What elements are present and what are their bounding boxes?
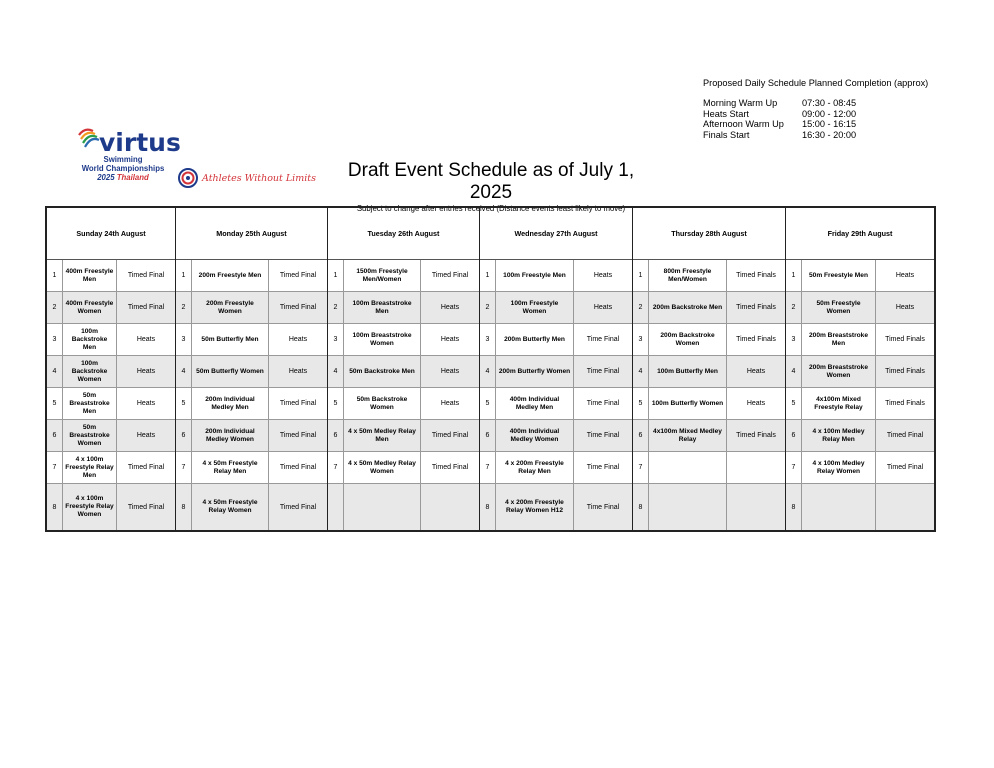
event-number: 3 [480, 324, 496, 355]
event-type: Timed Final [279, 432, 317, 439]
event-name: 50m Butterfly Men [192, 324, 269, 355]
event-name: 4 x 50m Medley Relay Women [344, 452, 421, 483]
table-row [633, 484, 785, 530]
day-column-monday [176, 208, 328, 530]
event-type: Timed Finals [736, 432, 776, 439]
logo-year-line [68, 173, 178, 182]
event-name: 4 x 100m Freestyle Relay Men [63, 452, 117, 483]
table-row [328, 420, 479, 452]
event-name: 200m Backstroke Women [649, 324, 727, 355]
plan-row [703, 119, 856, 129]
table-row [480, 324, 632, 356]
event-name: 200m Breaststroke Men [802, 324, 876, 355]
event-name: 100m Backstroke Men [63, 324, 117, 355]
event-type: Time Final [586, 368, 620, 375]
event-type: Heats [440, 304, 460, 311]
event-number: 8 [786, 484, 802, 530]
table-row [633, 356, 785, 388]
event-type: Time Final [586, 432, 620, 439]
logo-year: 2025 [97, 173, 115, 182]
event-number: 1 [176, 260, 192, 291]
event-name: 200m Individual Medley Women [192, 420, 269, 451]
event-name: 50m Backstroke Men [344, 356, 421, 387]
table-row [176, 484, 327, 530]
table-row [786, 484, 934, 530]
event-type: Heats [440, 368, 460, 375]
event-type [727, 484, 785, 530]
event-name: 4 x 50m Freestyle Relay Women [192, 484, 269, 530]
event-type: Timed Final [431, 272, 469, 279]
event-name: 50m Backstroke Women [344, 388, 421, 419]
table-row [47, 388, 175, 420]
event-number: 4 [633, 356, 649, 387]
table-row [480, 484, 632, 530]
event-number: 3 [47, 324, 63, 355]
event-type: Timed Final [127, 304, 165, 311]
event-number: 3 [633, 324, 649, 355]
event-number: 6 [176, 420, 192, 451]
table-row [786, 388, 934, 420]
event-type: Heats [895, 272, 915, 279]
table-row [786, 260, 934, 292]
plan-time: 16:30 - 20:00 [802, 129, 857, 140]
day-header: Sunday 24th August [47, 208, 175, 260]
event-number: 4 [786, 356, 802, 387]
event-number: 2 [176, 292, 192, 323]
plan-label: Morning Warm Up [703, 98, 778, 109]
event-type: Timed Final [127, 464, 165, 471]
event-number: 1 [633, 260, 649, 291]
event-name: 400m Freestyle Men [63, 260, 117, 291]
event-number: 5 [786, 388, 802, 419]
table-row [176, 388, 327, 420]
event-number: 4 [176, 356, 192, 387]
logo-country: Thailand [116, 173, 149, 182]
event-name: 4x100m Mixed Freestyle Relay [802, 388, 876, 419]
event-type: Time Final [586, 464, 620, 471]
event-number: 5 [633, 388, 649, 419]
event-number: 7 [328, 452, 344, 483]
plan-row [703, 98, 856, 108]
event-name: 50m Freestyle Men [802, 260, 876, 291]
table-row [786, 420, 934, 452]
table-row [480, 356, 632, 388]
table-row [328, 452, 479, 484]
event-name: 400m Individual Medley Men [496, 388, 574, 419]
plan-label: Finals Start [703, 129, 750, 140]
event-number: 8 [47, 484, 63, 530]
event-name: 4 x 100m Medley Relay Women [802, 452, 876, 483]
plan-row [703, 130, 856, 140]
event-name: 200m Butterfly Women [496, 356, 574, 387]
plan-time: 07:30 - 08:45 [802, 98, 857, 109]
plan-label: Heats Start [703, 108, 749, 119]
event-name: 50m Breaststroke Women [63, 420, 117, 451]
table-row [633, 324, 785, 356]
day-header: Friday 29th August [786, 208, 934, 260]
event-number: 5 [47, 388, 63, 419]
event-type: Heats [440, 336, 460, 343]
event-number: 2 [480, 292, 496, 323]
event-type: Timed Final [886, 432, 924, 439]
event-number: 2 [786, 292, 802, 323]
event-number: 7 [480, 452, 496, 483]
day-column-tuesday [328, 208, 480, 530]
table-row [633, 452, 785, 484]
event-number: 6 [786, 420, 802, 451]
event-type: Heats [136, 432, 156, 439]
event-type: Heats [136, 400, 156, 407]
event-type: Timed Finals [885, 336, 925, 343]
table-row [786, 452, 934, 484]
event-number: 5 [176, 388, 192, 419]
event-name: 200m Breaststroke Women [802, 356, 876, 387]
event-name: 1500m Freestyle Men/Women [344, 260, 421, 291]
event-type: Timed Final [279, 400, 317, 407]
event-name: 4 x 100m Medley Relay Men [802, 420, 876, 451]
event-name: 50m Butterfly Women [192, 356, 269, 387]
awl-text: Athletes Without Limits [202, 172, 316, 184]
event-type: Heats [895, 304, 915, 311]
day-column-wednesday [480, 208, 633, 530]
event-type: Heats [288, 336, 308, 343]
table-row [480, 292, 632, 324]
table-row [328, 484, 479, 530]
plan-time: 09:00 - 12:00 [802, 108, 857, 119]
event-number: 4 [47, 356, 63, 387]
event-number: 2 [47, 292, 63, 323]
virtus-logo [68, 125, 181, 182]
plan-label: Afternoon Warm Up [703, 119, 784, 130]
event-number: 3 [176, 324, 192, 355]
event-type: Timed Finals [736, 304, 776, 311]
table-row [328, 260, 479, 292]
event-type: Time Final [586, 400, 620, 407]
event-type [876, 484, 934, 530]
event-type: Timed Finals [736, 336, 776, 343]
event-number: 1 [786, 260, 802, 291]
event-number: 6 [633, 420, 649, 451]
event-name: 400m Freestyle Women [63, 292, 117, 323]
table-row [633, 420, 785, 452]
day-header: Wednesday 27th August [480, 208, 632, 260]
table-row [480, 452, 632, 484]
athletes-without-limits-logo [178, 168, 316, 188]
table-row [480, 388, 632, 420]
event-type: Timed Final [886, 464, 924, 471]
event-name: 100m Butterfly Women [649, 388, 727, 419]
event-name: 50m Freestyle Women [802, 292, 876, 323]
event-name: 4 x 100m Freestyle Relay Women [63, 484, 117, 530]
table-row [328, 292, 479, 324]
event-number: 3 [786, 324, 802, 355]
table-row [47, 260, 175, 292]
schedule-table [45, 206, 936, 532]
table-row [176, 292, 327, 324]
event-type: Timed Finals [736, 272, 776, 279]
page-subtitle: Subject to change after entries received (Distance events least likely to move) [356, 204, 626, 213]
event-number: 6 [480, 420, 496, 451]
virtus-wordmark-icon [77, 125, 181, 157]
event-number: 8 [480, 484, 496, 530]
table-row [328, 324, 479, 356]
event-type: Timed Final [431, 432, 469, 439]
event-name: 4 x 50m Medley Relay Men [344, 420, 421, 451]
logo-line-1: Swimming [103, 155, 143, 164]
planned-completion [703, 78, 928, 140]
event-type: Timed Final [279, 272, 317, 279]
event-name: 100m Freestyle Women [496, 292, 574, 323]
event-name: 100m Butterfly Men [649, 356, 727, 387]
event-type: Heats [746, 400, 766, 407]
event-number [328, 484, 344, 530]
event-type: Heats [440, 400, 460, 407]
table-row [47, 420, 175, 452]
event-type: Heats [136, 336, 156, 343]
event-type: Heats [746, 368, 766, 375]
day-column-friday [786, 208, 934, 530]
event-name: 200m Freestyle Women [192, 292, 269, 323]
awl-emblem-icon [178, 168, 198, 188]
event-number: 7 [47, 452, 63, 483]
event-name [649, 484, 727, 530]
event-name: 100m Breaststroke Men [344, 292, 421, 323]
table-row [480, 420, 632, 452]
event-number: 5 [328, 388, 344, 419]
logo-line-2: World Championships [81, 164, 165, 173]
event-number: 1 [47, 260, 63, 291]
event-name: 4 x 50m Freestyle Relay Men [192, 452, 269, 483]
day-header: Thursday 28th August [633, 208, 785, 260]
event-type: Timed Finals [885, 400, 925, 407]
table-row [176, 420, 327, 452]
event-name: 4x100m Mixed Medley Relay [649, 420, 727, 451]
event-number: 7 [786, 452, 802, 483]
event-number: 2 [328, 292, 344, 323]
event-type: Timed Final [279, 464, 317, 471]
table-row [176, 356, 327, 388]
table-row [480, 260, 632, 292]
event-name: 200m Individual Medley Men [192, 388, 269, 419]
event-number: 4 [480, 356, 496, 387]
table-row [176, 260, 327, 292]
event-type: Time Final [586, 336, 620, 343]
table-row [176, 324, 327, 356]
event-name: 200m Backstroke Men [649, 292, 727, 323]
table-row [47, 356, 175, 388]
table-row [47, 484, 175, 530]
table-row [47, 452, 175, 484]
day-header: Monday 25th August [176, 208, 327, 260]
plan-row [703, 109, 856, 119]
event-type: Timed Final [279, 503, 317, 511]
event-name: 100m Breaststroke Women [344, 324, 421, 355]
page-title: Draft Event Schedule as of July 1, 2025 [347, 160, 635, 203]
day-column-sunday [47, 208, 176, 530]
event-name [649, 452, 727, 483]
plan-time: 15:00 - 16:15 [802, 119, 857, 130]
event-name: 200m Butterfly Men [496, 324, 574, 355]
table-row [633, 260, 785, 292]
table-row [47, 292, 175, 324]
event-number: 5 [480, 388, 496, 419]
table-row [176, 452, 327, 484]
event-name: 4 x 200m Freestyle Relay Men [496, 452, 574, 483]
day-column-thursday [633, 208, 786, 530]
event-name: 200m Freestyle Men [192, 260, 269, 291]
event-name: 800m Freestyle Men/Women [649, 260, 727, 291]
event-type: Heats [593, 272, 613, 279]
table-row [328, 388, 479, 420]
event-type: Timed Final [127, 503, 165, 511]
event-name: 100m Freestyle Men [496, 260, 574, 291]
table-row [47, 324, 175, 356]
event-name [802, 484, 876, 530]
event-name [344, 484, 421, 530]
event-type: Timed Final [431, 464, 469, 471]
event-type: Heats [288, 368, 308, 375]
table-row [786, 356, 934, 388]
table-row [633, 388, 785, 420]
event-name: 50m Breaststroke Men [63, 388, 117, 419]
event-number: 1 [480, 260, 496, 291]
table-row [786, 292, 934, 324]
event-type: Heats [136, 368, 156, 375]
event-name: 400m Individual Medley Women [496, 420, 574, 451]
event-number: 2 [633, 292, 649, 323]
event-type: Timed Final [279, 304, 317, 311]
event-number: 7 [633, 452, 649, 483]
event-type: Timed Final [127, 272, 165, 279]
event-type [421, 484, 479, 530]
event-number: 6 [328, 420, 344, 451]
event-number: 4 [328, 356, 344, 387]
event-number: 7 [176, 452, 192, 483]
event-number: 3 [328, 324, 344, 355]
event-type [727, 452, 785, 483]
planned-completion-title: Proposed Daily Schedule Planned Completion (approx) [703, 78, 929, 88]
event-number: 1 [328, 260, 344, 291]
day-header: Tuesday 26th August [328, 208, 479, 260]
event-type: Time Final [586, 503, 620, 511]
event-name: 4 x 200m Freestyle Relay Women H12 [496, 484, 574, 530]
table-row [786, 324, 934, 356]
event-number: 6 [47, 420, 63, 451]
event-type: Timed Finals [885, 368, 925, 375]
table-row [633, 292, 785, 324]
event-number: 8 [633, 484, 649, 530]
event-name: 100m Backstroke Women [63, 356, 117, 387]
event-type: Heats [593, 304, 613, 311]
event-number: 8 [176, 484, 192, 530]
table-row [328, 356, 479, 388]
svg-text:virtus: virtus [99, 128, 181, 157]
planned-times-table [703, 98, 856, 140]
